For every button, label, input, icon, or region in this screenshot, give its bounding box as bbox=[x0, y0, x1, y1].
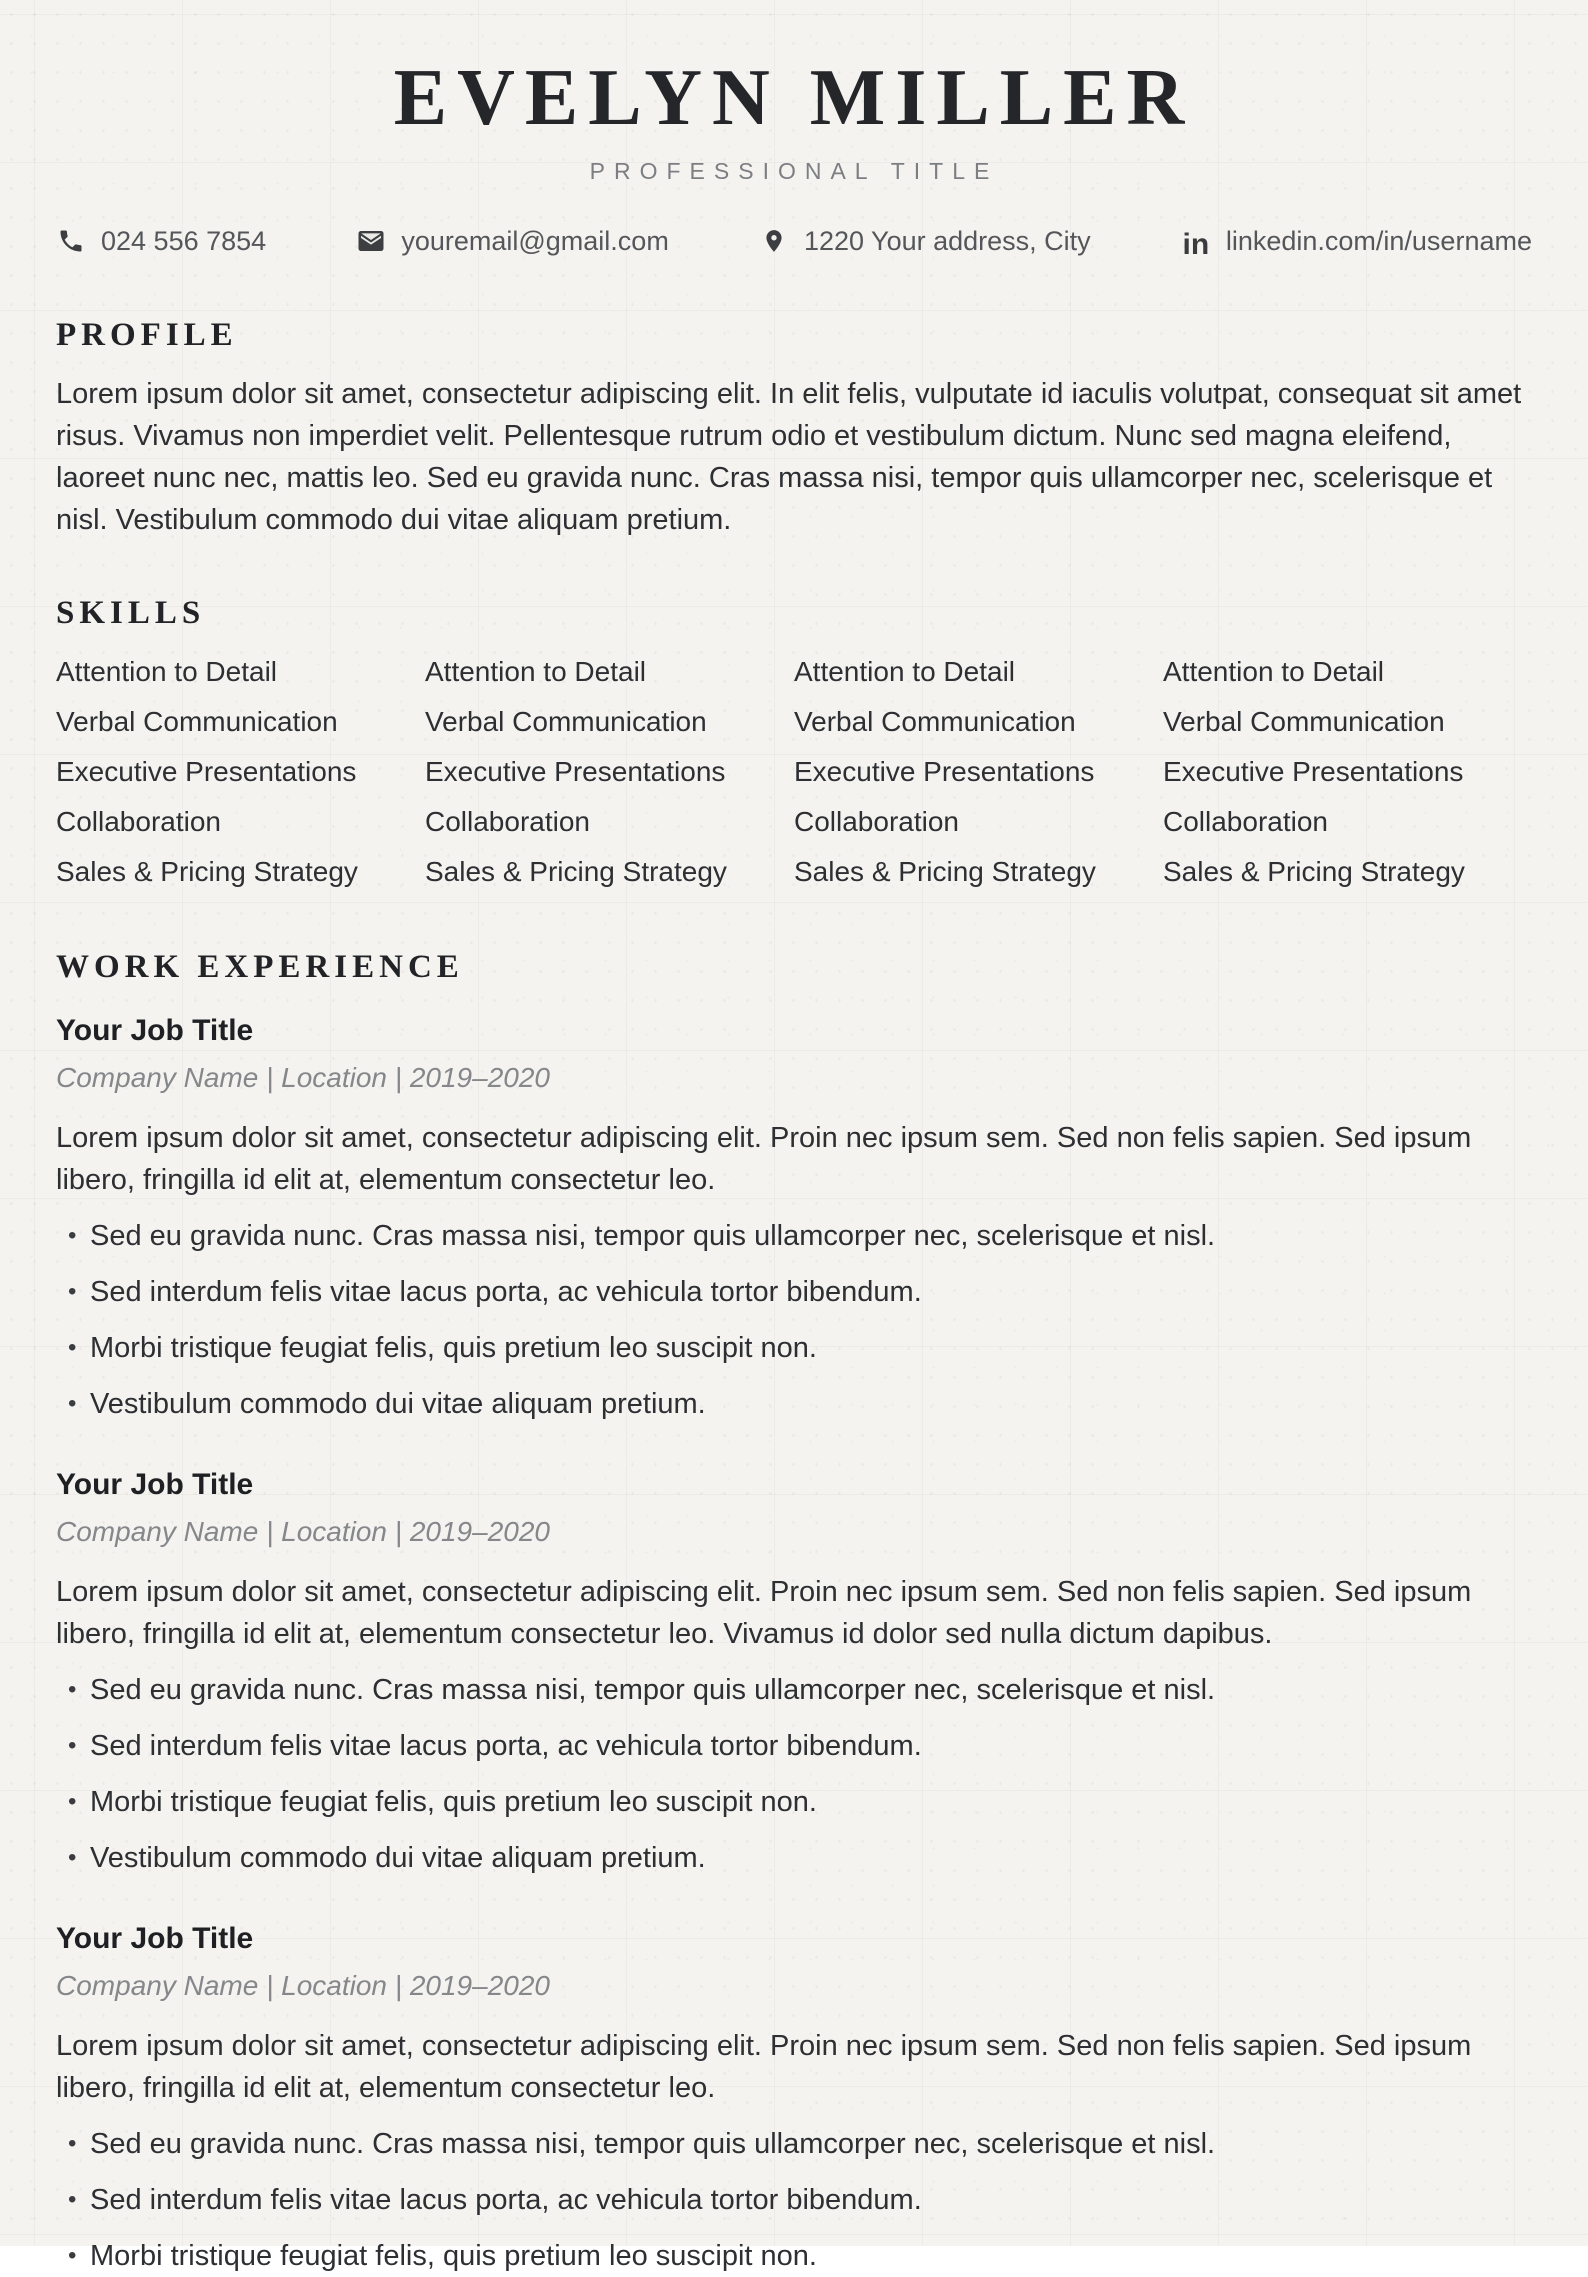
contact-item-linkedin bbox=[1181, 225, 1532, 261]
skill-item: Verbal Communication bbox=[1163, 706, 1445, 737]
job-meta: Company Name | Location | 2019–2020 bbox=[56, 1970, 550, 2001]
job-bullet: • Sed eu gravida nunc. Cras massa nisi, tempor quis ullamcorper nec, scelerisque et nisl. bbox=[56, 2123, 1532, 2165]
contact-item-address bbox=[759, 226, 1091, 257]
job-bullet: • Vestibulum commodo dui vitae aliquam pretium. bbox=[56, 1383, 1532, 1425]
job-title: Your Job Title bbox=[56, 1014, 254, 1047]
job-title: Your Job Title bbox=[56, 1468, 254, 1501]
job-bullet: • Sed eu gravida nunc. Cras massa nisi, tempor quis ullamcorper nec, scelerisque et nisl. bbox=[56, 1215, 1532, 1257]
skill-item: Collaboration bbox=[425, 806, 590, 837]
professional-title: PROFESSIONAL TITLE bbox=[589, 158, 999, 184]
phone-icon bbox=[56, 226, 86, 256]
skill-item: Executive Presentations bbox=[1163, 756, 1464, 787]
location-icon bbox=[759, 226, 789, 256]
skill-item: Sales & Pricing Strategy bbox=[794, 856, 1096, 887]
job-bullet-list bbox=[56, 1669, 1532, 1879]
phone-text: 024 556 7854 bbox=[101, 225, 267, 256]
linkedin-icon: in bbox=[1182, 228, 1210, 261]
contact-row bbox=[56, 221, 1532, 261]
job-entry-1 bbox=[56, 1013, 1532, 1425]
skill-item: Attention to Detail bbox=[425, 656, 647, 687]
job-bullet: • Sed interdum felis vitae lacus porta, ac vehicula tortor bibendum. bbox=[56, 2179, 1532, 2221]
skill-item: Attention to Detail bbox=[1163, 656, 1385, 687]
linkedin-text: linkedin.com/in/username bbox=[1225, 225, 1532, 256]
job-description: Lorem ipsum dolor sit amet, consectetur adipiscing elit. Proin nec ipsum sem. Sed non felis sapien. Sed ipsum libero, fringilla id elit at, elementum consectetur leo. bbox=[56, 2030, 1472, 2104]
job-meta: Company Name | Location | 2019–2020 bbox=[56, 1516, 550, 1547]
skill-item: Sales & Pricing Strategy bbox=[1163, 856, 1465, 887]
skills-column-4 bbox=[1163, 647, 1532, 897]
skill-item: Verbal Communication bbox=[56, 706, 338, 737]
skill-item: Executive Presentations bbox=[794, 756, 1095, 787]
skills-heading: SKILLS bbox=[56, 595, 206, 631]
job-description: Lorem ipsum dolor sit amet, consectetur adipiscing elit. Proin nec ipsum sem. Sed non felis sapien. Sed ipsum libero, fringilla id elit at, elementum consectetur leo. bbox=[56, 1122, 1472, 1196]
job-description: Lorem ipsum dolor sit amet, consectetur adipiscing elit. Proin nec ipsum sem. Sed non felis sapien. Sed ipsum libero, fringilla id elit at, elementum consectetur leo. Vivamus id dolor sed nulla dictum dapibus. bbox=[56, 1576, 1472, 1650]
skill-item: Sales & Pricing Strategy bbox=[425, 856, 727, 887]
skill-item: Verbal Communication bbox=[425, 706, 707, 737]
skill-item: Attention to Detail bbox=[794, 656, 1016, 687]
skills-column-1 bbox=[56, 647, 425, 897]
job-entry-3 bbox=[56, 1921, 1532, 2277]
contact-item-email bbox=[356, 226, 668, 257]
job-bullet: • Morbi tristique feugiat felis, quis pretium leo suscipit non. bbox=[56, 1327, 1532, 1369]
skill-item: Collaboration bbox=[1163, 806, 1328, 837]
job-bullet: • Morbi tristique feugiat felis, quis pretium leo suscipit non. bbox=[56, 1781, 1532, 1823]
work-experience-heading: WORK EXPERIENCE bbox=[56, 949, 464, 985]
job-bullet-list bbox=[56, 2123, 1532, 2277]
profile-heading: PROFILE bbox=[56, 317, 238, 353]
skill-item: Collaboration bbox=[56, 806, 221, 837]
profile-paragraph: Lorem ipsum dolor sit amet, consectetur adipiscing elit. In elit felis, vulputate id iaculis volutpat, consequat sit amet risus. Vivamus non imperdiet velit. Pellentesque rutrum odio et vestibulum dictum. Nunc sed magna eleifend, laoreet nunc nec, mattis leo. Sed eu gravida nunc. Cras massa nisi, tempor quis ullamcorper nec, scelerisque et nisl. Vestibulum commodo dui vitae aliquam pretium. bbox=[56, 378, 1522, 536]
job-bullet: • Vestibulum commodo dui vitae aliquam pretium. bbox=[56, 1837, 1532, 1879]
job-bullet: • Morbi tristique feugiat felis, quis pretium leo suscipit non. bbox=[56, 2235, 1532, 2277]
job-bullet-list bbox=[56, 1215, 1532, 1425]
job-title: Your Job Title bbox=[56, 1922, 254, 1955]
mail-icon bbox=[356, 226, 386, 256]
skill-item: Executive Presentations bbox=[425, 756, 726, 787]
skill-item: Verbal Communication bbox=[794, 706, 1076, 737]
job-entry-2 bbox=[56, 1467, 1532, 1879]
skill-item: Executive Presentations bbox=[56, 756, 357, 787]
job-bullet: • Sed eu gravida nunc. Cras massa nisi, tempor quis ullamcorper nec, scelerisque et nisl. bbox=[56, 1669, 1532, 1711]
contact-item-phone bbox=[56, 226, 266, 257]
email-text: youremail@gmail.com bbox=[401, 225, 669, 256]
skill-item: Sales & Pricing Strategy bbox=[56, 856, 358, 887]
skills-column-3 bbox=[794, 647, 1163, 897]
skill-item: Collaboration bbox=[794, 806, 959, 837]
skills-column-2 bbox=[425, 647, 794, 897]
job-bullet: • Sed interdum felis vitae lacus porta, ac vehicula tortor bibendum. bbox=[56, 1271, 1532, 1313]
skills-grid bbox=[56, 647, 1532, 897]
job-meta: Company Name | Location | 2019–2020 bbox=[56, 1062, 550, 1093]
job-bullet: • Sed interdum felis vitae lacus porta, ac vehicula tortor bibendum. bbox=[56, 1725, 1532, 1767]
skill-item: Attention to Detail bbox=[56, 656, 278, 687]
candidate-name: EVELYN MILLER bbox=[393, 54, 1195, 142]
address-text: 1220 Your address, City bbox=[803, 225, 1091, 256]
